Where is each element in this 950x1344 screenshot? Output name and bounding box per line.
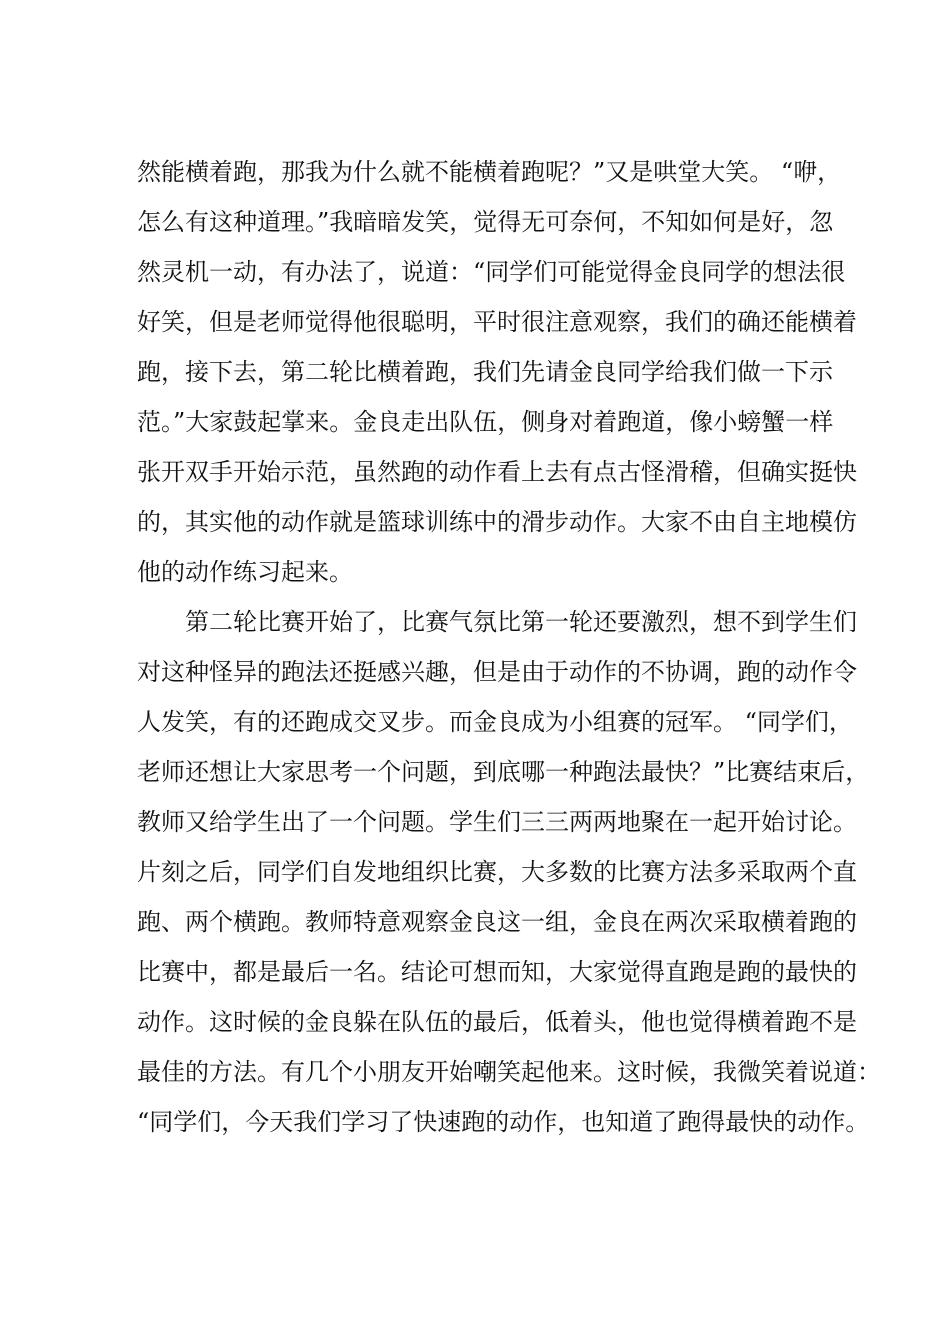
text-line: “同学们，今天我们学习了快速跑的动作，也知道了跑得最快的动作。 xyxy=(137,1108,870,1136)
text-line: 张开双手开始示范，虽然跑的动作看上去有点古怪滑稽，但确实挺快 xyxy=(137,458,857,486)
text-line: 教师又给学生出了一个问题。学生们三三两两地聚在一起开始讨论。 xyxy=(137,808,857,836)
text-line: 的，其实他的动作就是篮球训练中的滑步动作。大家不由自主地模仿 xyxy=(137,508,857,536)
text-line: 然能横着跑，那我为什么就不能横着跑呢？”又是哄堂大笑。 “咿， xyxy=(137,158,842,186)
text-line: 最佳的方法。有几个小朋友开始嘲笑起他来。这时候，我微笑着说道： xyxy=(137,1058,881,1086)
text-line: 好笑，但是老师觉得他很聪明，平时很注意观察，我们的确还能横着 xyxy=(137,308,857,336)
text-line: 老师还想让大家思考一个问题，到底哪一种跑法最快？”比赛结束后， xyxy=(137,758,870,786)
text-line: 跑，接下去，第二轮比横着跑，我们先请金良同学给我们做一下示 xyxy=(137,358,833,386)
text-line-indented: 第二轮比赛开始了，比赛气氛比第一轮还要激烈，想不到学生们 xyxy=(185,608,857,636)
text-line: 他的动作练习起来。 xyxy=(137,558,353,586)
text-line: 动作。这时候的金良躲在队伍的最后，低着头，他也觉得横着跑不是 xyxy=(137,1008,857,1036)
text-line: 范。”大家鼓起掌来。金良走出队伍，侧身对着跑道，像小螃蟹一样 xyxy=(137,408,834,436)
text-line: 对这种怪异的跑法还挺感兴趣，但是由于动作的不协调，跑的动作令 xyxy=(137,658,857,686)
text-line: 比赛中，都是最后一名。结论可想而知，大家觉得直跑是跑的最快的 xyxy=(137,958,857,986)
text-line: 跑、两个横跑。教师特意观察金良这一组，金良在两次采取横着跑的 xyxy=(137,908,857,936)
text-line: 然灵机一动，有办法了，说道：“同学们可能觉得金良同学的想法很 xyxy=(137,258,846,286)
text-line: 片刻之后，同学们自发地组织比赛，大多数的比赛方法多采取两个直 xyxy=(137,858,857,886)
text-line: 人发笑，有的还跑成交叉步。而金良成为小组赛的冠军。 “同学们， xyxy=(137,708,853,736)
text-line: 怎么有这种道理。”我暗暗发笑，觉得无可奈何，不知如何是好，忽 xyxy=(137,208,834,236)
